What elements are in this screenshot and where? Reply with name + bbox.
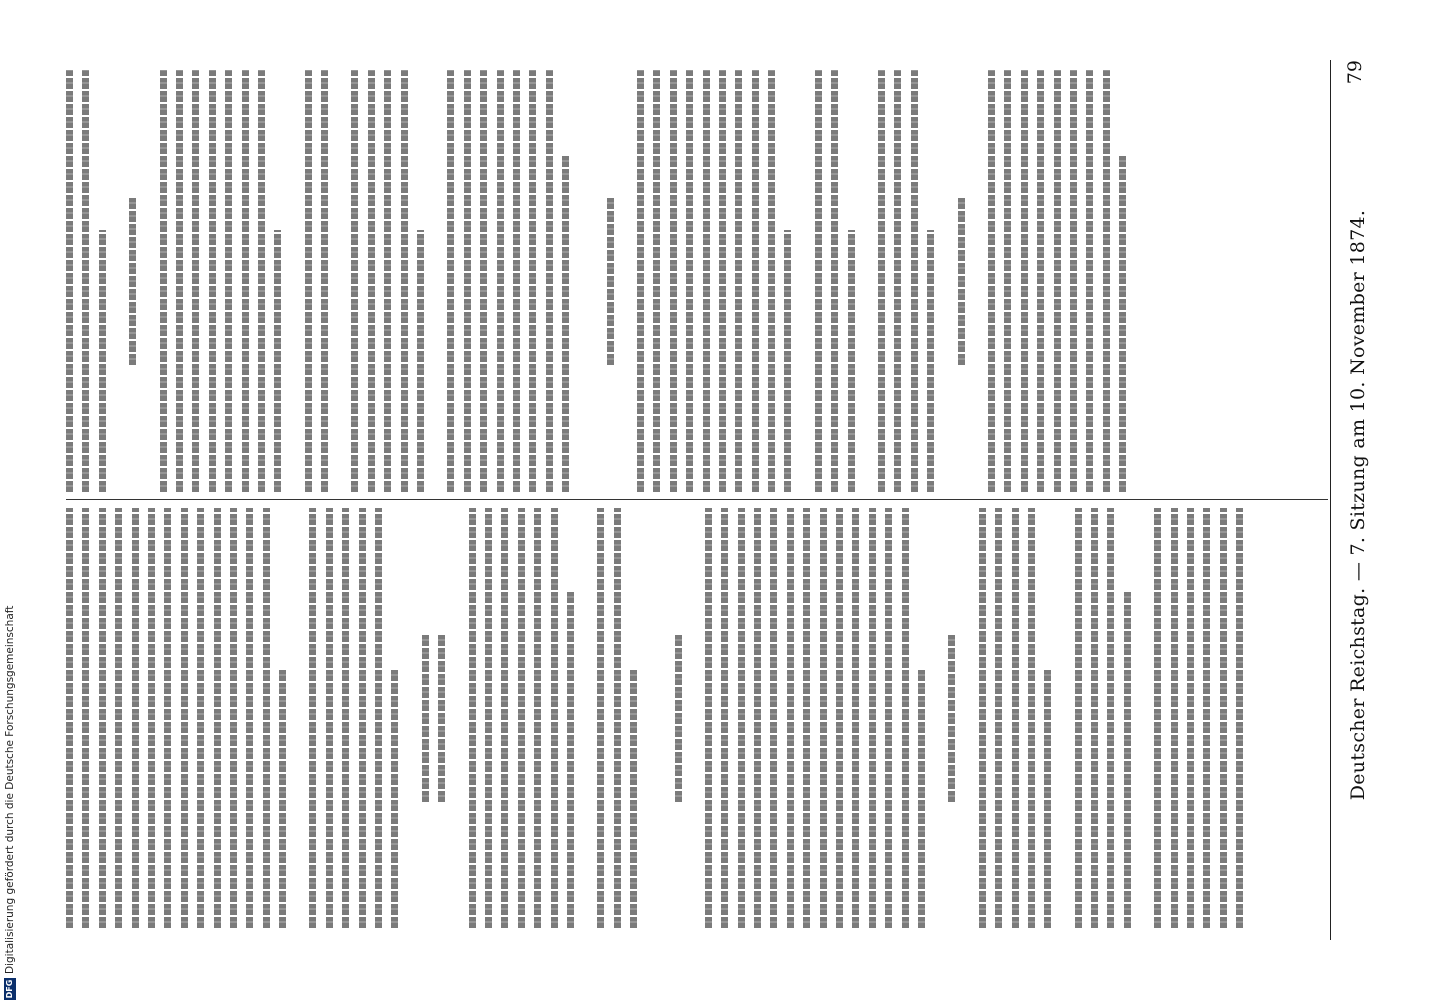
right-column (66, 70, 1326, 492)
dfg-logo: DFG (5, 979, 14, 999)
digitization-notice-text: Digitalisierung gefördert durch die Deutsche Forschungsgemeinschaft (4, 605, 16, 974)
header-rule (1330, 60, 1331, 940)
digitization-notice (2, 0, 18, 1000)
left-column (66, 508, 1326, 928)
column-rule (66, 499, 1328, 500)
page-number: 79 (1344, 60, 1366, 85)
running-head: Deutscher Reichstag. — 7. Sitzung am 10. November 1874. (1347, 209, 1369, 801)
